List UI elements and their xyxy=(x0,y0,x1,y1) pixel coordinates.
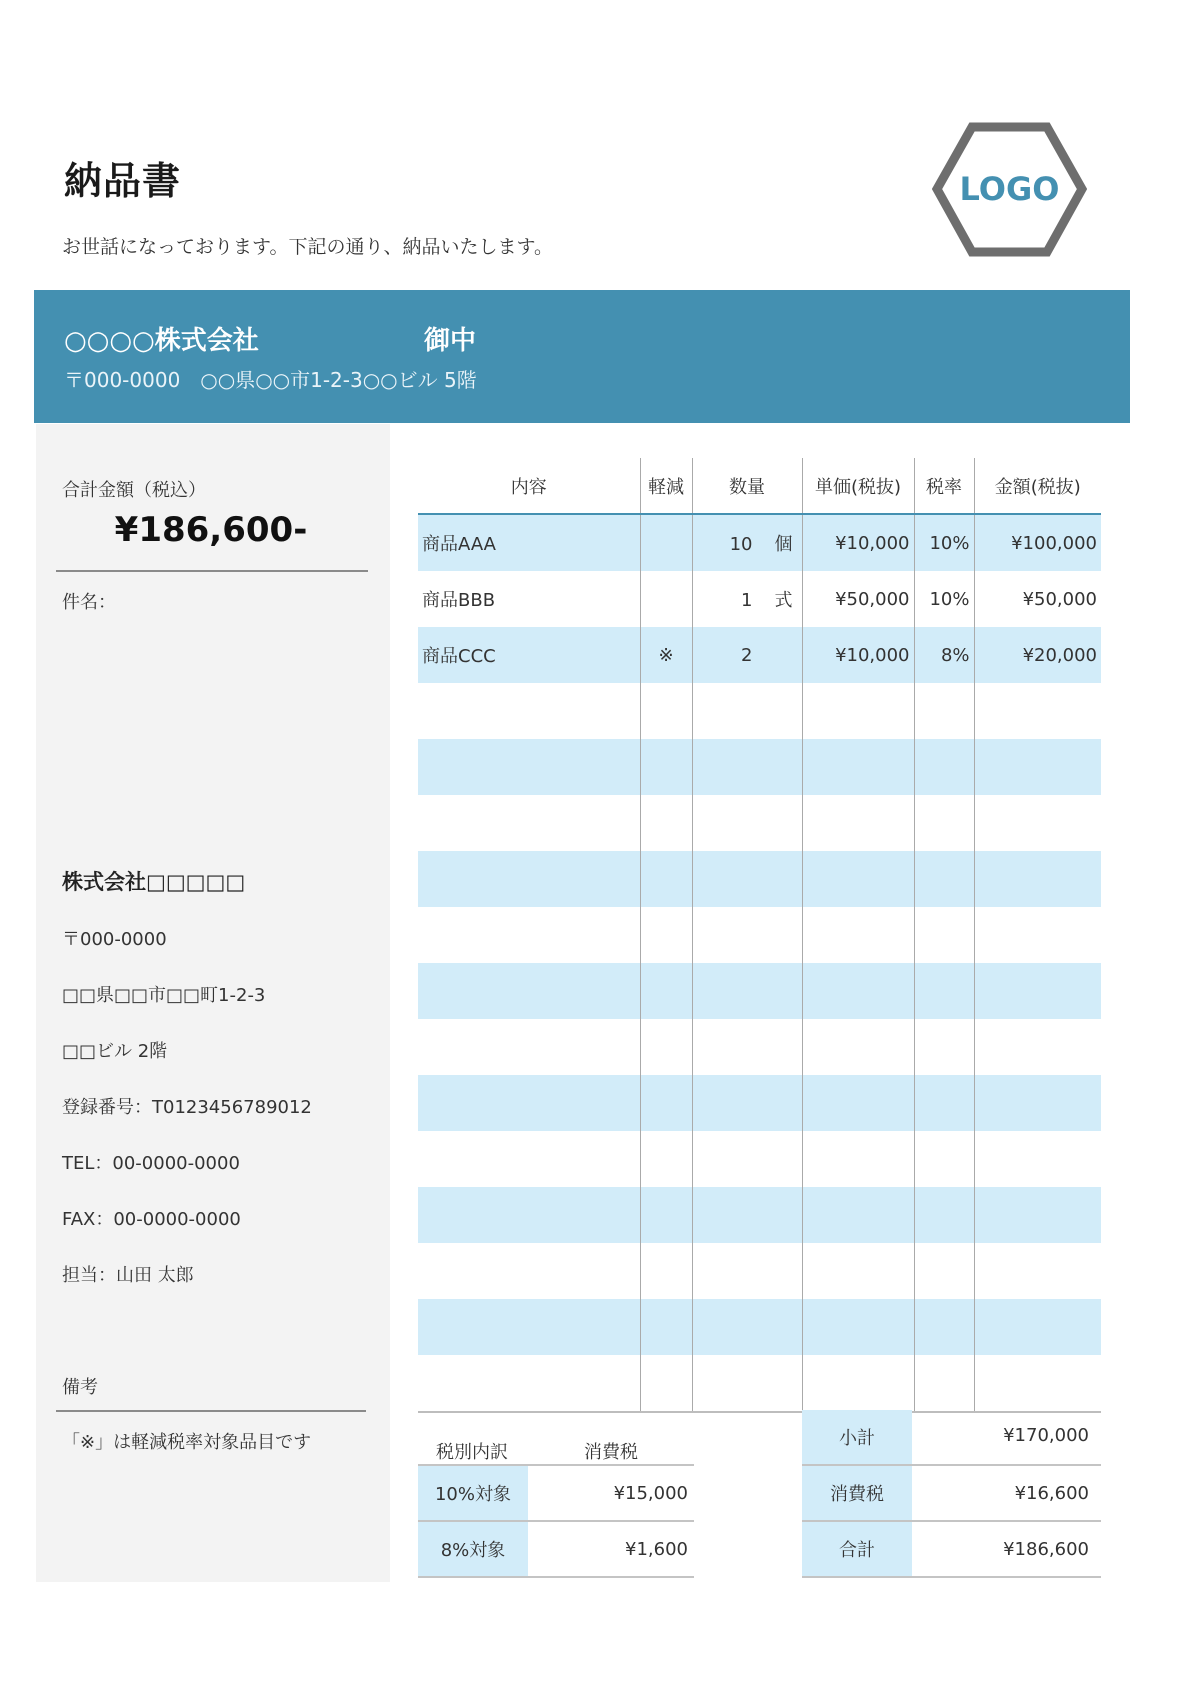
cell-tax-rate xyxy=(914,907,974,963)
cell-reduced xyxy=(640,795,692,851)
cell-quantity xyxy=(692,627,802,683)
quantity-value: 10 xyxy=(729,534,753,555)
breakdown-rule-3 xyxy=(418,1576,694,1578)
table-row xyxy=(418,1243,1101,1299)
breakdown-tax-header: 消費税 xyxy=(584,1442,638,1463)
cell-unit-price xyxy=(802,683,914,739)
cell-item xyxy=(418,1131,640,1187)
sender-tel: TEL：00-0000-0000 xyxy=(62,1153,240,1174)
cell-tax-rate xyxy=(914,963,974,1019)
cell-unit-price xyxy=(802,907,914,963)
quantity-value: 1 xyxy=(741,590,753,611)
table-row xyxy=(418,683,1101,739)
quantity-unit: 式 xyxy=(774,590,793,611)
breakdown-label-10: 10%対象 xyxy=(418,1466,528,1520)
breakdown-value-10: ¥15,000 xyxy=(613,1482,688,1504)
table-row xyxy=(418,795,1101,851)
cell-item: 商品AAA xyxy=(418,514,640,571)
recipient-address: 〒000-0000 ○○県○○市1-2-3○○ビル 5階 xyxy=(64,368,477,392)
cell-quantity xyxy=(692,795,802,851)
cell-quantity xyxy=(692,1075,802,1131)
sender-address-2: □□ビル 2階 xyxy=(62,1041,168,1062)
header-reduced: 軽減 xyxy=(640,458,692,514)
cell-quantity xyxy=(692,1019,802,1075)
cell-amount: ¥50,000 xyxy=(974,571,1101,627)
tax-label: 消費税 xyxy=(802,1466,912,1520)
remarks-divider xyxy=(56,1410,366,1412)
sender-postal: 〒000-0000 xyxy=(62,929,167,950)
cell-item xyxy=(418,851,640,907)
cell-reduced xyxy=(640,851,692,907)
cell-item xyxy=(418,1299,640,1355)
sender-address-1: □□県□□市□□町1-2-3 xyxy=(62,985,266,1006)
sender-person: 担当：山田 太郎 xyxy=(62,1265,194,1286)
cell-reduced xyxy=(640,739,692,795)
cell-quantity xyxy=(692,1355,802,1412)
table-row xyxy=(418,963,1101,1019)
cell-tax-rate xyxy=(914,1299,974,1355)
cell-item: 商品BBB xyxy=(422,590,496,611)
cell-tax-rate xyxy=(914,1355,974,1412)
cell-tax-rate xyxy=(914,795,974,851)
cell-tax-rate xyxy=(914,1243,974,1299)
cell-reduced xyxy=(640,1187,692,1243)
remarks-label: 備考 xyxy=(62,1377,98,1398)
cell-tax-rate: 10% xyxy=(914,571,974,627)
cell-quantity xyxy=(692,514,802,571)
items-table xyxy=(418,458,1101,1413)
cell-reduced xyxy=(640,1243,692,1299)
cell-reduced xyxy=(640,1019,692,1075)
sender-company: 株式会社□□□□□ xyxy=(62,870,246,894)
recipient-name: ○○○○株式会社 xyxy=(64,326,259,356)
cell-item xyxy=(418,739,640,795)
cell-unit-price xyxy=(802,963,914,1019)
logo-text: LOGO xyxy=(959,170,1060,208)
header-tax-rate: 税率 xyxy=(914,458,974,514)
page-title: 納品書 xyxy=(64,159,182,203)
cell-reduced xyxy=(640,514,692,571)
cell-quantity xyxy=(692,571,802,627)
header-unit-price: 単価(税抜) xyxy=(802,458,914,514)
table-row xyxy=(418,1131,1101,1187)
totals-rule-3 xyxy=(802,1576,1101,1578)
cell-quantity xyxy=(692,1243,802,1299)
cell-unit-price xyxy=(802,851,914,907)
cell-quantity xyxy=(692,1131,802,1187)
cell-quantity xyxy=(692,739,802,795)
cell-tax-rate: 8% xyxy=(914,627,974,683)
cell-reduced xyxy=(640,1355,692,1412)
cell-unit-price xyxy=(802,1075,914,1131)
cell-unit-price xyxy=(802,739,914,795)
sender-registration: 登録番号：T0123456789012 xyxy=(62,1097,312,1118)
cell-amount xyxy=(974,963,1101,1019)
cell-amount xyxy=(974,1355,1101,1412)
table-row xyxy=(418,571,1101,627)
cell-unit-price xyxy=(802,1131,914,1187)
greeting-text: お世話になっております。下記の通り、納品いたします。 xyxy=(62,236,553,258)
cell-amount xyxy=(974,1299,1101,1355)
cell-reduced xyxy=(640,1299,692,1355)
cell-amount xyxy=(974,795,1101,851)
cell-tax-rate xyxy=(914,851,974,907)
quantity-unit: 個 xyxy=(774,534,793,555)
cell-item xyxy=(418,1019,640,1075)
header-item: 内容 xyxy=(418,458,640,514)
grand-total-value: ¥186,600 xyxy=(1003,1538,1089,1560)
cell-tax-rate xyxy=(914,1187,974,1243)
cell-amount xyxy=(974,1131,1101,1187)
subtotal-value: ¥170,000 xyxy=(1003,1424,1089,1446)
cell-unit-price xyxy=(802,1299,914,1355)
cell-unit-price xyxy=(802,1019,914,1075)
cell-reduced xyxy=(640,1075,692,1131)
cell-tax-rate: 10% xyxy=(914,514,974,571)
cell-amount xyxy=(974,1187,1101,1243)
cell-quantity xyxy=(692,1187,802,1243)
cell-amount: ¥20,000 xyxy=(974,627,1101,683)
cell-unit-price: ¥10,000 xyxy=(802,514,914,571)
cell-amount xyxy=(974,1243,1101,1299)
cell-quantity xyxy=(692,907,802,963)
table-row xyxy=(418,907,1101,963)
subject-label: 件名： xyxy=(62,592,116,613)
total-amount: ¥186,600- xyxy=(114,510,308,550)
breakdown-label-8: 8%対象 xyxy=(418,1522,528,1576)
recipient-suffix: 御中 xyxy=(424,326,477,356)
cell-tax-rate xyxy=(914,1019,974,1075)
cell-tax-rate xyxy=(914,1131,974,1187)
cell-unit-price xyxy=(802,795,914,851)
cell-item xyxy=(418,1355,640,1412)
cell-tax-rate xyxy=(914,739,974,795)
cell-quantity xyxy=(692,1299,802,1355)
header-quantity: 数量 xyxy=(692,458,802,514)
cell-amount xyxy=(974,851,1101,907)
cell-reduced xyxy=(640,571,692,627)
header-amount: 金額(税抜) xyxy=(974,458,1101,514)
cell-unit-price: ¥10,000 xyxy=(802,627,914,683)
cell-item: 商品CCC xyxy=(418,627,640,683)
cell-reduced xyxy=(640,907,692,963)
cell-quantity xyxy=(692,683,802,739)
cell-amount xyxy=(974,1019,1101,1075)
total-divider xyxy=(56,570,368,572)
breakdown-value-8: ¥1,600 xyxy=(625,1538,688,1560)
sender-fax: FAX：00-0000-0000 xyxy=(62,1209,241,1230)
table-header-row xyxy=(418,458,1101,514)
cell-amount xyxy=(974,739,1101,795)
tax-value: ¥16,600 xyxy=(1014,1482,1089,1504)
table-row xyxy=(418,1187,1101,1243)
cell-unit-price xyxy=(802,1187,914,1243)
cell-reduced xyxy=(640,1131,692,1187)
remarks-text: 「※」は軽減税率対象品目です xyxy=(62,1432,312,1453)
table-row xyxy=(418,514,1101,571)
cell-amount xyxy=(974,907,1101,963)
subtotal-label: 小計 xyxy=(802,1410,912,1464)
cell-reduced xyxy=(640,683,692,739)
cell-unit-price xyxy=(802,1243,914,1299)
logo xyxy=(932,122,1087,257)
cell-reduced xyxy=(640,963,692,1019)
cell-tax-rate xyxy=(914,1075,974,1131)
cell-quantity xyxy=(692,851,802,907)
quantity-value: 2 xyxy=(741,644,753,666)
grand-total-label: 合計 xyxy=(802,1522,912,1576)
table-row xyxy=(418,1019,1101,1075)
table-row xyxy=(418,851,1101,907)
breakdown-title: 税別内訳 xyxy=(436,1442,508,1463)
table-row xyxy=(418,1299,1101,1355)
cell-item xyxy=(418,795,640,851)
cell-item xyxy=(418,907,640,963)
cell-item xyxy=(418,1187,640,1243)
cell-amount xyxy=(974,1075,1101,1131)
cell-unit-price xyxy=(802,1355,914,1412)
cell-tax-rate xyxy=(914,683,974,739)
table-row xyxy=(418,739,1101,795)
cell-item xyxy=(418,1075,640,1131)
cell-item xyxy=(418,963,640,1019)
recipient-banner xyxy=(34,290,1130,423)
total-label: 合計金額（税込） xyxy=(62,480,206,501)
table-row xyxy=(418,1355,1101,1412)
cell-item xyxy=(418,683,640,739)
cell-unit-price: ¥50,000 xyxy=(802,571,914,627)
table-row xyxy=(418,627,1101,683)
cell-quantity xyxy=(692,963,802,1019)
cell-reduced: ※ xyxy=(640,627,692,683)
table-row xyxy=(418,1075,1101,1131)
cell-amount: ¥100,000 xyxy=(974,514,1101,571)
cell-amount xyxy=(974,683,1101,739)
cell-item xyxy=(418,1243,640,1299)
